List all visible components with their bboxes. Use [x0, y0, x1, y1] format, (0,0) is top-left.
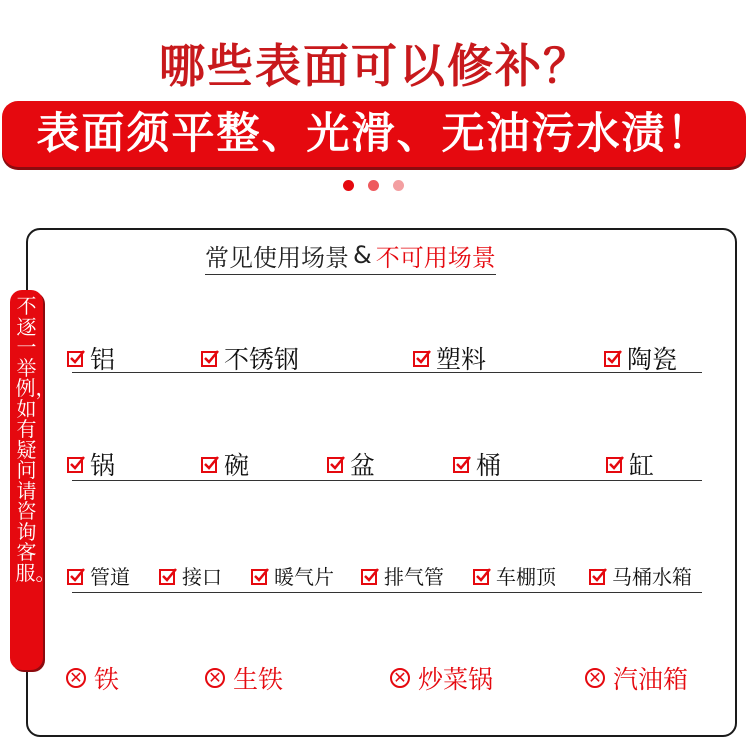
side-note-text: 不逐一举例，如有疑问请咨询客服。 — [15, 294, 56, 585]
checkbox-check-icon — [452, 454, 472, 474]
list-item — [588, 561, 692, 590]
list-item — [472, 561, 556, 590]
checkbox-check-icon — [158, 566, 178, 586]
checkbox-check-icon — [200, 454, 220, 474]
requirement-banner — [2, 101, 746, 167]
side-note — [10, 290, 56, 670]
checkbox-check-icon — [605, 454, 625, 474]
list-item — [250, 561, 334, 590]
checkbox-check-icon — [200, 348, 220, 368]
banner-text: 表面须平整、光滑、无油污水渍！ — [36, 109, 712, 159]
checkbox-check-icon — [66, 566, 86, 586]
heading-usable: 常见使用场景 — [205, 243, 349, 272]
dot-1 — [343, 180, 354, 191]
unusable-label: 铁 — [94, 665, 120, 694]
list-item — [412, 340, 486, 376]
checkbox-check-icon — [472, 566, 492, 586]
card-heading — [205, 236, 496, 275]
item-label: 缸 — [629, 451, 655, 480]
item-label: 暖气片 — [274, 565, 334, 589]
list-item — [452, 446, 501, 482]
circle-x-icon: ✕ — [585, 668, 605, 688]
list-item — [200, 446, 249, 482]
unusable-item — [66, 660, 119, 696]
item-label: 铝 — [90, 345, 116, 374]
unusable-item — [205, 660, 283, 696]
item-label: 塑料 — [436, 345, 487, 374]
heading-unusable: 不可用场景 — [375, 243, 496, 272]
list-item — [360, 561, 444, 590]
item-label: 碗 — [224, 451, 250, 480]
checkbox-check-icon — [412, 348, 432, 368]
dot-2 — [368, 180, 379, 191]
item-label: 盆 — [350, 451, 376, 480]
item-label: 车棚顶 — [496, 565, 556, 589]
pager-dots — [343, 180, 404, 191]
row-divider-3 — [72, 592, 702, 593]
checkbox-check-icon — [66, 454, 86, 474]
checkbox-check-icon — [326, 454, 346, 474]
unusable-label: 炒菜锅 — [418, 665, 494, 694]
list-item — [66, 340, 115, 376]
item-label: 不锈钢 — [224, 345, 300, 374]
checkbox-check-icon — [360, 566, 380, 586]
checkbox-check-icon — [603, 348, 623, 368]
dot-3 — [393, 180, 404, 191]
item-label: 管道 — [90, 565, 130, 589]
item-label: 接口 — [182, 565, 222, 589]
circle-x-icon: ✕ — [205, 668, 225, 688]
unusable-item — [585, 660, 688, 696]
list-item — [605, 446, 654, 482]
list-item — [66, 561, 130, 590]
list-item — [326, 446, 375, 482]
list-item — [200, 340, 299, 376]
list-item — [66, 446, 115, 482]
item-label: 锅 — [90, 451, 116, 480]
item-label: 陶瓷 — [627, 345, 678, 374]
list-item — [158, 561, 222, 590]
checkbox-check-icon — [250, 566, 270, 586]
checkbox-check-icon — [588, 566, 608, 586]
unusable-item — [390, 660, 493, 696]
page-title: 哪些表面可以修补？ — [159, 39, 591, 93]
circle-x-icon: ✕ — [390, 668, 410, 688]
list-item — [603, 340, 677, 376]
item-label: 马桶水箱 — [612, 565, 692, 589]
unusable-label: 生铁 — [233, 665, 284, 694]
item-label: 桶 — [476, 451, 502, 480]
checkbox-check-icon — [66, 348, 86, 368]
heading-amp: & — [353, 241, 372, 269]
unusable-label: 汽油箱 — [613, 665, 689, 694]
item-label: 排气管 — [384, 565, 444, 589]
circle-x-icon: ✕ — [66, 668, 86, 688]
